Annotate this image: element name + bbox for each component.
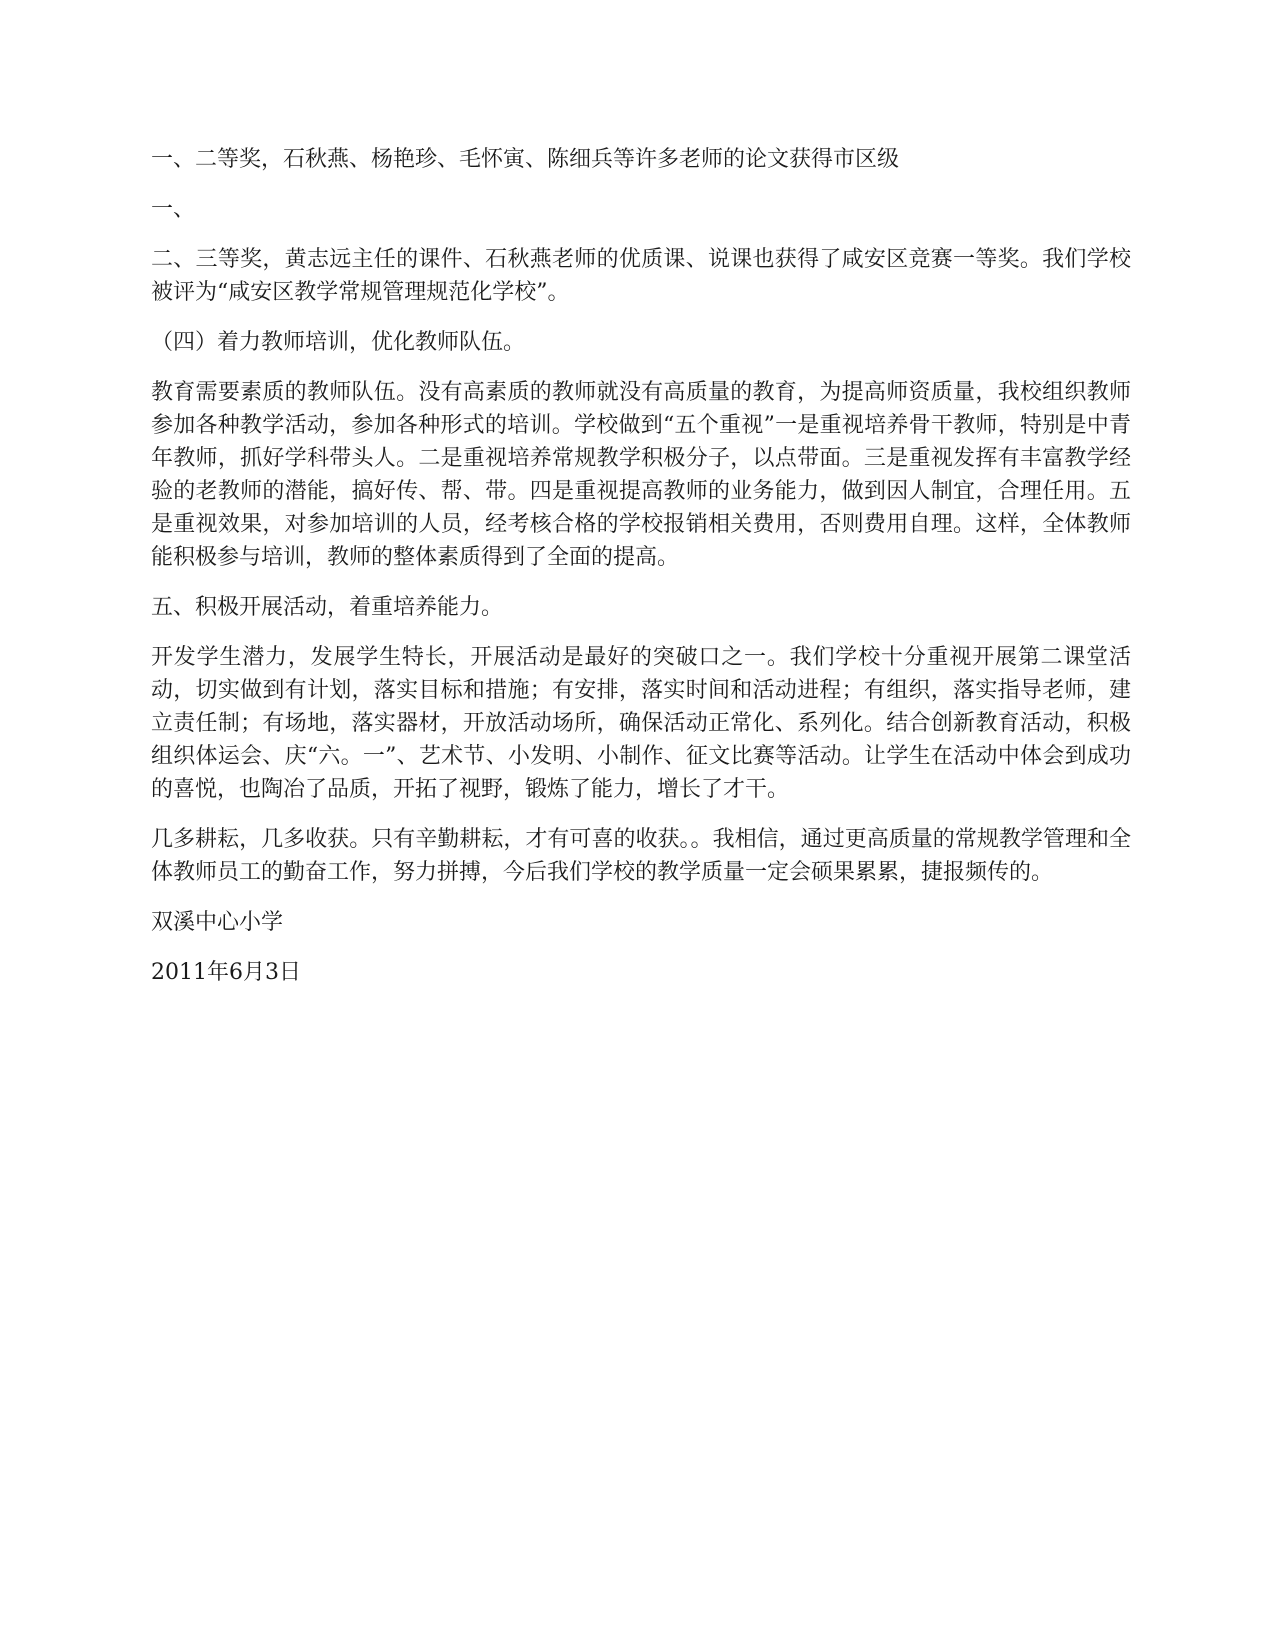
paragraph-award-courseware: 二、三等奖，黄志远主任的课件、石秋燕老师的优质课、说课也获得了咸安区竞赛一等奖。我们学校被评为“咸安区教学常规管理规范化学校”。 — [151, 247, 1131, 305]
paragraph-award-papers: 一、二等奖，石秋燕、杨艳珍、毛怀寅、陈细兵等许多老师的论文获得市区级 — [151, 147, 900, 172]
signature-date: 2011年6月3日 — [151, 960, 301, 985]
signature-school-name: 双溪中心小学 — [151, 910, 284, 935]
section-heading-activities: 五、积极开展活动，着重培养能力。 — [151, 595, 504, 620]
document-body — [151, 143, 1131, 1006]
paragraph-activities: 开发学生潜力，发展学生特长，开展活动是最好的突破口之一。我们学校十分重视开展第二课堂活动，切实做到有计划，落实目标和措施；有安排，落实时间和活动进程；有组织，落实指导老师，建立责任制；有场地，落实器材，开放活动场所，确保活动正常化、系列化。结合创新教育活动，积极组织体运会、庆“六。一”、艺术节、小发明、小制作、征文比赛等活动。让学生在活动中体会到成功的喜悦，也陶冶了品质，开拓了视野，锻炼了能力，增长了才干。 — [151, 645, 1131, 802]
section-heading-teacher-training: （四）着力教师培训，优化教师队伍。 — [151, 330, 526, 355]
paragraph-fragment: 一、 — [151, 197, 196, 222]
paragraph-teacher-training: 教育需要素质的教师队伍。没有高素质的教师就没有高质量的教育，为提高师资质量，我校组织教师参加各种教学活动，参加各种形式的培训。学校做到“五个重视”一是重视培养骨干教师，特别是中青年教师，抓好学科带头人。二是重视培养常规教学积极分子，以点带面。三是重视发挥有丰富教学经验的老教师的潜能，搞好传、帮、带。四是重视提高教师的业务能力，做到因人制宜，合理任用。五是重视效果，对参加培训的人员，经考核合格的学校报销相关费用，否则费用自理。这样，全体教师能积极参与培训，教师的整体素质得到了全面的提高。 — [151, 380, 1131, 570]
paragraph-conclusion: 几多耕耘，几多收获。只有辛勤耕耘，才有可喜的收获。。我相信，通过更高质量的常规教学管理和全体教师员工的勤奋工作，努力拼搏，今后我们学校的教学质量一定会硕果累累，捷报频传的。 — [151, 827, 1131, 885]
